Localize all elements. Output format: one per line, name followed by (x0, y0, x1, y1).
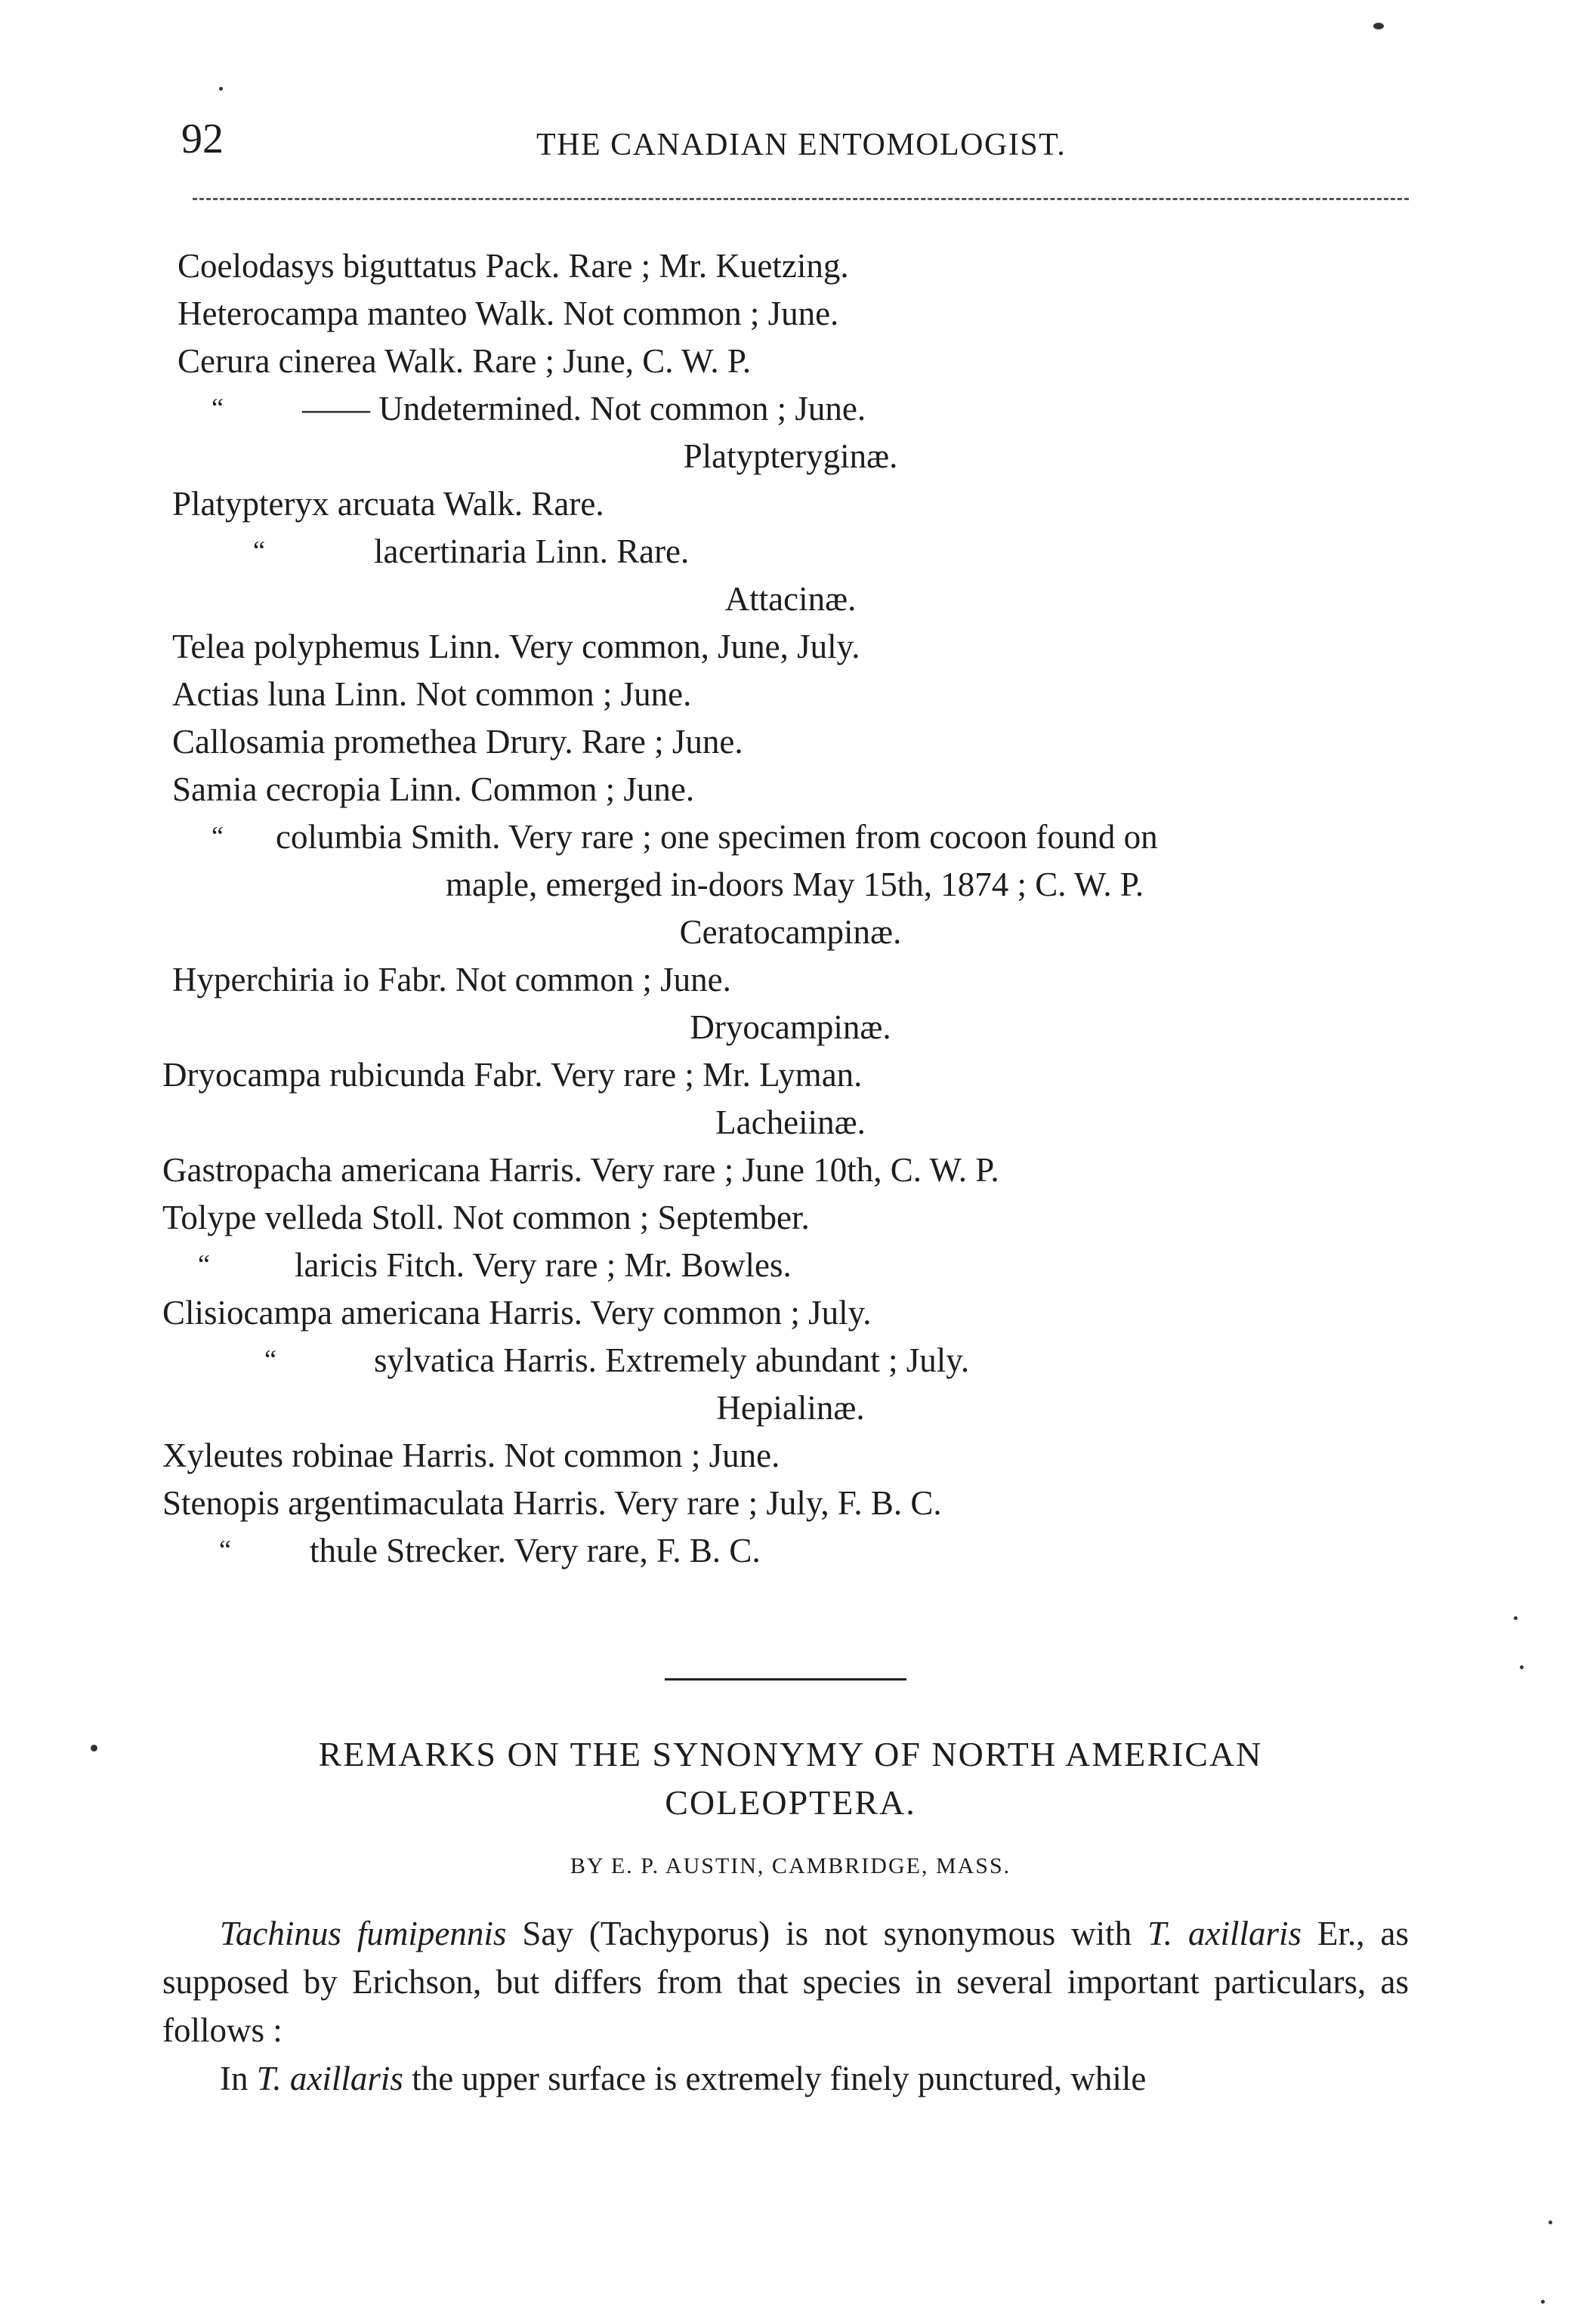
ditto-mark: “ (198, 1249, 210, 1279)
list-item: Clisiocampa americana Harris. Very common ; July. (162, 1294, 872, 1332)
list-item: Hyperchiria io Fabr. Not common ; June. (172, 961, 731, 998)
species-name: Tachinus fumipennis (220, 1915, 507, 1952)
ditto-mark: “ (212, 821, 224, 851)
species-name: T. axillaris (256, 2060, 403, 2097)
list-item: Tolype velleda Stoll. Not common ; September. (162, 1199, 810, 1236)
article-title-line2: COLEOPTERA. (665, 1783, 916, 1822)
list-item: sylvatica Harris. Extremely abundant ; July. (374, 1341, 970, 1379)
paragraph-text: the upper surface is extremely finely punctured, while (403, 2060, 1147, 2097)
ditto-mark: “ (253, 535, 265, 566)
list-item: Stenopis argentimaculata Harris. Very rare ; July, F. B. C. (162, 1484, 942, 1522)
paragraph-text: Say (Tachyporus) is not synonymous with (506, 1915, 1148, 1952)
subfamily-heading: Dryocampinæ. (690, 1008, 891, 1046)
list-item: Platypteryx arcuata Walk. Rare. (172, 485, 604, 523)
scan-speck (1373, 23, 1384, 29)
list-item: Samia cecropia Linn. Common ; June. (172, 770, 695, 808)
ditto-mark: “ (212, 393, 224, 423)
list-item: Actias luna Linn. Not common ; June. (172, 675, 692, 713)
article-paragraph (162, 2054, 1409, 2103)
list-item: Telea polyphemus Linn. Very common, June, July. (172, 628, 860, 665)
subfamily-heading: Attacinæ. (724, 580, 857, 618)
list-item: thule Strecker. Very rare, F. B. C. (310, 1532, 761, 1569)
paragraph-text: Er., as supposed by Erichson, but differs from that species in several important particulars, as follows : (162, 1915, 1409, 2049)
list-item: —— Undetermined. Not common ; June. (302, 390, 866, 427)
species-name: T. axillaris (1147, 1915, 1302, 1952)
running-title: THE CANADIAN ENTOMOLOGIST. (536, 128, 1067, 162)
list-item: Coelodasys biguttatus Pack. Rare ; Mr. Kuetzing. (178, 247, 849, 285)
page-number: 92 (181, 116, 224, 162)
subfamily-heading: Platypteryginæ. (683, 437, 898, 475)
article-byline: BY E. P. AUSTIN, CAMBRIDGE, MASS. (570, 1853, 1011, 1878)
scan-speck (1541, 2300, 1545, 2304)
article-paragraph (162, 1909, 1409, 2054)
scan-speck (219, 87, 223, 91)
list-item: Callosamia promethea Drury. Rare ; June. (172, 723, 743, 761)
header-rule (193, 198, 1409, 200)
list-item: columbia Smith. Very rare ; one specimen from cocoon found on (276, 818, 1158, 856)
scan-speck (1514, 1616, 1518, 1620)
list-item: lacertinaria Linn. Rare. (374, 532, 690, 570)
list-item: Gastropacha americana Harris. Very rare ; June 10th, C. W. P. (162, 1151, 999, 1189)
list-item: Cerura cinerea Walk. Rare ; June, C. W. P. (178, 342, 752, 380)
list-item-continuation: maple, emerged in-doors May 15th, 1874 ; C. W. P. (446, 866, 1144, 903)
subfamily-heading: Lacheiinæ. (715, 1103, 866, 1141)
list-item: Xyleutes robinae Harris. Not common ; June. (162, 1437, 780, 1474)
paragraph-text: In (220, 2060, 257, 2097)
subfamily-heading: Ceratocampinæ. (679, 913, 902, 951)
list-item: Dryocampa rubicunda Fabr. Very rare ; Mr. Lyman. (162, 1056, 863, 1094)
article-title-line1: REMARKS ON THE SYNONYMY OF NORTH AMERICAN (318, 1735, 1263, 1773)
scan-speck (1549, 2221, 1552, 2224)
scan-speck (1520, 1665, 1524, 1669)
list-item: Heterocampa manteo Walk. Not common ; June. (178, 295, 839, 332)
ditto-mark: “ (264, 1344, 276, 1375)
subfamily-heading: Hepialinæ. (716, 1389, 865, 1427)
section-rule (665, 1678, 906, 1681)
scan-speck (91, 1745, 97, 1751)
list-item: laricis Fitch. Very rare ; Mr. Bowles. (295, 1246, 792, 1284)
ditto-mark: “ (219, 1535, 231, 1565)
